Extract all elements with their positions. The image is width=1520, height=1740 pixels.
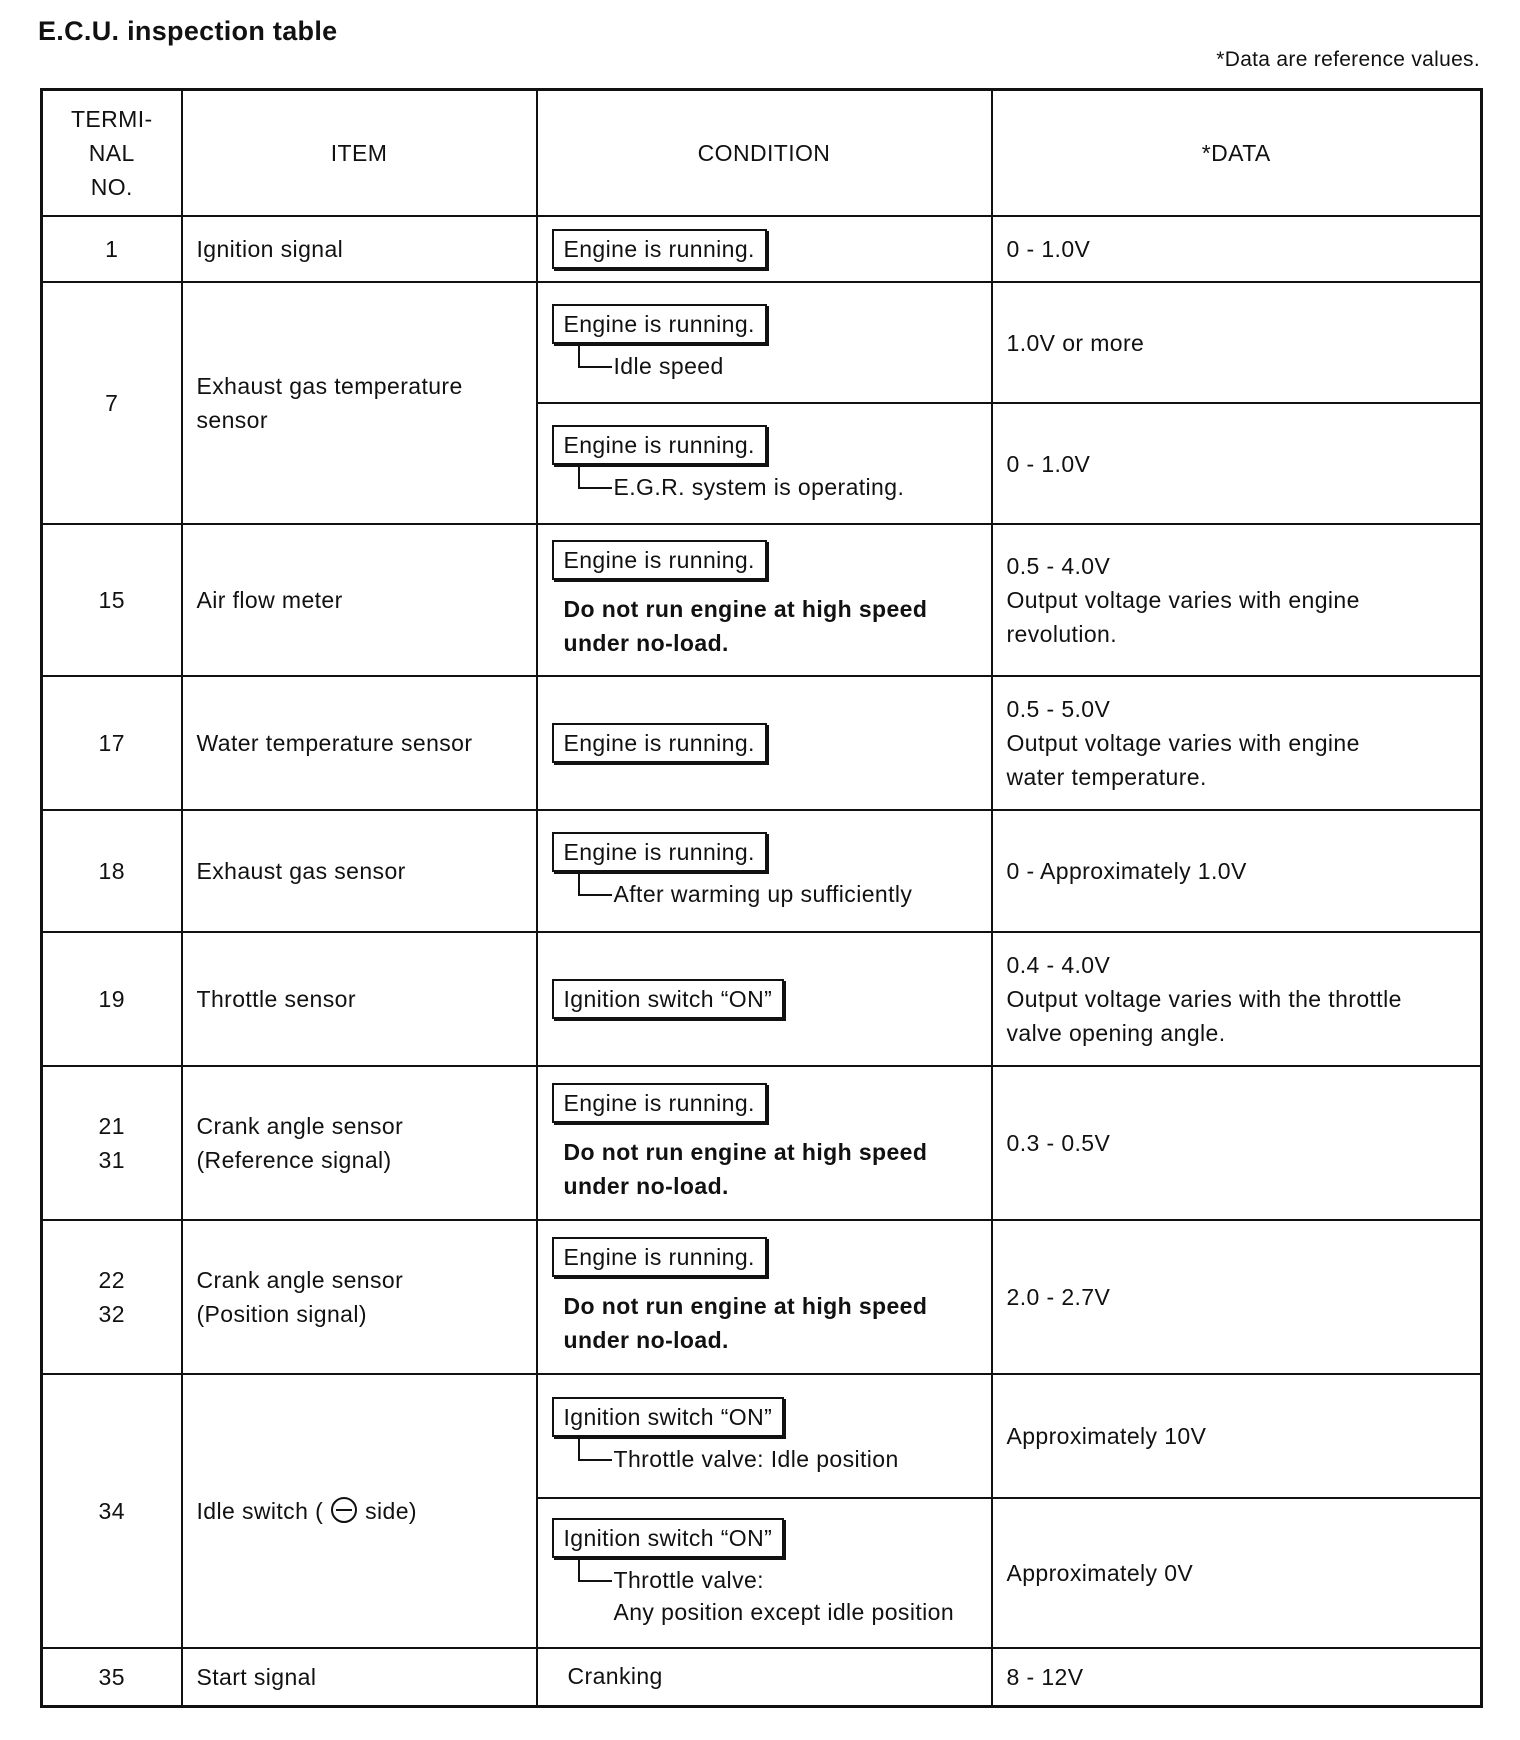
terminal-number: 18 — [42, 810, 182, 932]
terminal-number: 21 31 — [42, 1066, 182, 1220]
table-row-terminal-34 — [42, 1374, 1482, 1498]
item-name: Start signal — [182, 1648, 537, 1706]
warning-text: Do not run engine at high speed under no-load. — [563, 1139, 928, 1199]
condition-box: Engine is running. — [552, 540, 767, 580]
table-row-terminal-17 — [42, 676, 1482, 810]
condition-cell — [537, 216, 992, 282]
data-value: 0 - 1.0V — [992, 403, 1482, 524]
sub-condition: E.G.R. system is operating. — [552, 471, 977, 503]
warning-text: Do not run engine at high speed under no-load. — [563, 1293, 928, 1353]
terminal-number: 22 32 — [42, 1220, 182, 1374]
sub-condition: After warming up sufficiently — [552, 878, 977, 910]
terminal-number: 35 — [42, 1648, 182, 1706]
data-value: 0.5 - 5.0V Output voltage varies with engine water temperature. — [992, 676, 1482, 810]
terminal-number: 7 — [42, 282, 182, 524]
item-name: Throttle sensor — [182, 932, 537, 1066]
table-header-row — [42, 90, 1482, 217]
table-row-terminal-21-31 — [42, 1066, 1482, 1220]
condition-cell — [537, 1498, 992, 1648]
header-item: ITEM — [182, 90, 537, 217]
data-value: Approximately 0V — [992, 1498, 1482, 1648]
condition-cell — [537, 1374, 992, 1498]
condition-box: Ignition switch “ON” — [552, 1518, 785, 1558]
condition-box: Ignition switch “ON” — [552, 1397, 785, 1437]
terminal-number: 1 — [42, 216, 182, 282]
terminal-number: 17 — [42, 676, 182, 810]
terminal-number: 34 — [42, 1374, 182, 1648]
condition-box: Ignition switch “ON” — [552, 979, 785, 1019]
table-row-terminal-7 — [42, 282, 1482, 403]
data-value: 2.0 - 2.7V — [992, 1220, 1482, 1374]
condition-box: Engine is running. — [552, 832, 767, 872]
data-value: 0 - 1.0V — [992, 216, 1482, 282]
condition-cell — [537, 932, 992, 1066]
condition-cell — [537, 810, 992, 932]
condition-box: Engine is running. — [552, 229, 767, 269]
condition-cell — [537, 524, 992, 676]
condition-cell — [537, 1066, 992, 1220]
data-value: 0 - Approximately 1.0V — [992, 810, 1482, 932]
condition-box: Engine is running. — [552, 723, 767, 763]
item-name: Ignition signal — [182, 216, 537, 282]
reference-note: *Data are reference values. — [1216, 48, 1480, 71]
item-name: Air flow meter — [182, 524, 537, 676]
condition-box: Engine is running. — [552, 1237, 767, 1277]
ecu-inspection-table — [40, 88, 1483, 1708]
data-value: 0.3 - 0.5V — [992, 1066, 1482, 1220]
terminal-number: 19 — [42, 932, 182, 1066]
table-row-terminal-19 — [42, 932, 1482, 1066]
table-row-terminal-35 — [42, 1648, 1482, 1706]
header-condition: CONDITION — [537, 90, 992, 217]
page-title: E.C.U. inspection table — [38, 16, 338, 46]
condition-cell — [537, 1220, 992, 1374]
data-value: 1.0V or more — [992, 282, 1482, 403]
item-name: Crank angle sensor (Position signal) — [182, 1220, 537, 1374]
header-data: *DATA — [992, 90, 1482, 217]
condition-cell — [537, 403, 992, 524]
condition-box: Engine is running. — [552, 304, 767, 344]
sub-condition: Throttle valve: Any position except idle position — [552, 1564, 977, 1628]
table-row-terminal-22-32 — [42, 1220, 1482, 1374]
table-row-terminal-18 — [42, 810, 1482, 932]
item-name: Exhaust gas sensor — [182, 810, 537, 932]
data-value: 8 - 12V — [992, 1648, 1482, 1706]
condition-cell — [537, 676, 992, 810]
sub-condition: Idle speed — [552, 350, 977, 382]
table-row-terminal-15 — [42, 524, 1482, 676]
item-name: Exhaust gas temperature sensor — [182, 282, 537, 524]
warning-text: Do not run engine at high speed under no-load. — [563, 596, 928, 656]
data-value: Approximately 10V — [992, 1374, 1482, 1498]
item-name: Idle switch ( side) — [182, 1374, 537, 1648]
terminal-number: 15 — [42, 524, 182, 676]
condition-cell — [537, 282, 992, 403]
condition-box: Engine is running. — [552, 425, 767, 465]
data-value: 0.4 - 4.0V Output voltage varies with the throttle valve opening angle. — [992, 932, 1482, 1066]
header-terminal-no: TERMI- NAL NO. — [42, 90, 182, 217]
item-name: Crank angle sensor (Reference signal) — [182, 1066, 537, 1220]
table-row-terminal-1 — [42, 216, 1482, 282]
data-value: 0.5 - 4.0V Output voltage varies with engine revolution. — [992, 524, 1482, 676]
condition-cell: Cranking — [537, 1648, 992, 1706]
sub-condition: Throttle valve: Idle position — [552, 1443, 977, 1475]
condition-box: Engine is running. — [552, 1083, 767, 1123]
circle-minus-icon — [331, 1497, 357, 1523]
item-name: Water temperature sensor — [182, 676, 537, 810]
